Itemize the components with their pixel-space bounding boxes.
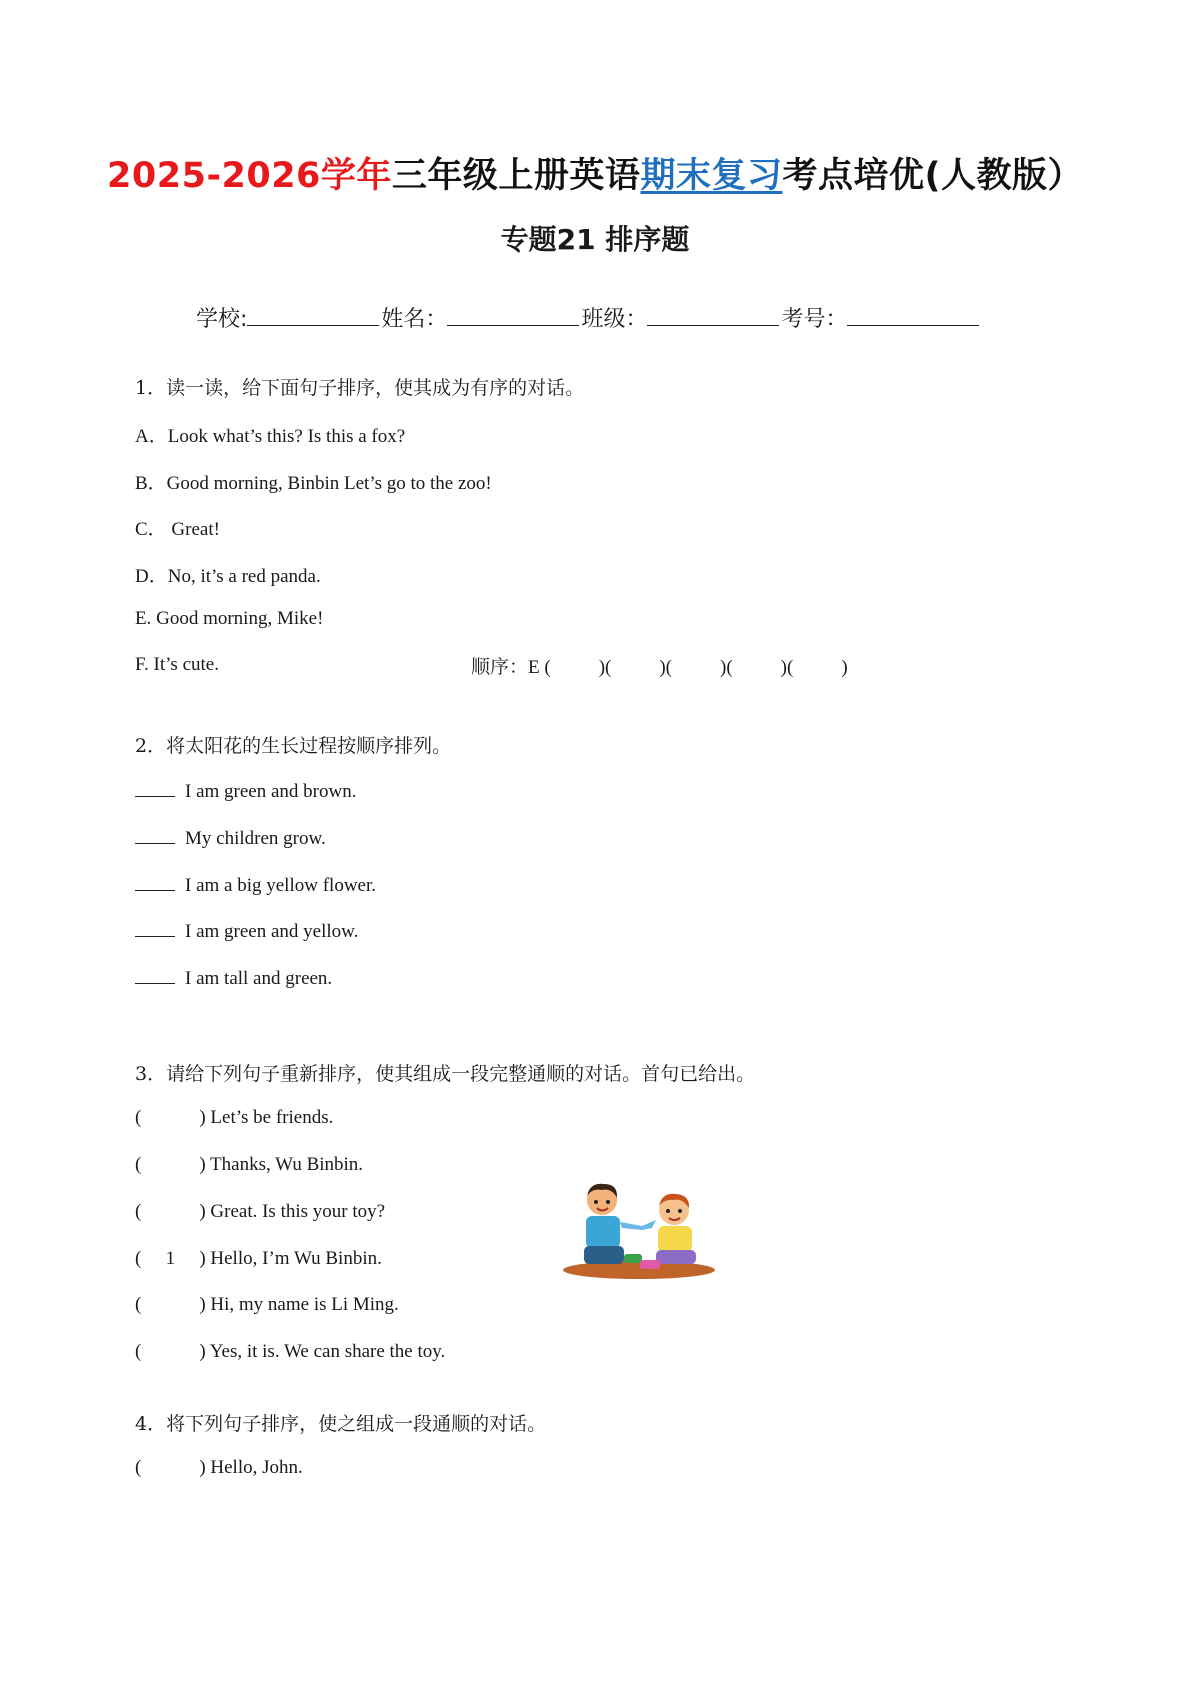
q3-item-text: ) Great. Is this your toy? <box>199 1201 386 1222</box>
boy2-eye <box>666 1209 670 1213</box>
q4-prompt: 4．将下列句子排序，使之组成一段通顺的对话。 <box>135 1413 547 1435</box>
student-info-line <box>196 302 981 333</box>
q2-prompt: 2．将太阳花的生长过程按顺序排列。 <box>135 735 452 757</box>
title-xuenian: 学年 <box>320 156 392 196</box>
class-blank[interactable] <box>647 305 779 326</box>
q2-item-text: My children grow. <box>185 828 326 849</box>
q4-item-text: ) Hello, John. <box>199 1457 303 1478</box>
q2-blank-1[interactable] <box>135 779 175 797</box>
q1-option-d: D．No, it’s a red panda. <box>135 566 321 587</box>
class-label: 班级： <box>581 307 648 332</box>
q3-item-text: ) Let’s be friends. <box>199 1107 334 1128</box>
q2-item <box>135 873 376 897</box>
title-review: 期末复习 <box>640 156 783 196</box>
q1-order-sep-3: )( <box>720 657 733 678</box>
q2-item-text: I am green and brown. <box>185 781 357 802</box>
page-subtitle: 专题21 排序题 <box>500 223 690 256</box>
page-title <box>0 148 1190 198</box>
q4-item: ( ) Hello, John. <box>135 1457 303 1478</box>
q2-item-text: I am tall and green. <box>185 968 333 989</box>
q3-item-text: ) Hello, I’m Wu Binbin. <box>199 1248 382 1269</box>
q2-item <box>135 919 358 943</box>
q2-blank-3[interactable] <box>135 873 175 891</box>
q1-option-b: B．Good morning, Binbin Let’s go to the zoo! <box>135 473 492 494</box>
q3-prompt: 3．请给下列句子重新排序，使其组成一段完整通顺的对话。首句已给出。 <box>135 1063 756 1085</box>
q2-item <box>135 779 356 803</box>
q3-item: ( ) Great. Is this your toy? <box>135 1201 386 1222</box>
q3-item-text: ) Yes, it is. We can share the toy. <box>199 1341 446 1362</box>
q3-item: ( ) Let’s be friends. <box>135 1107 334 1128</box>
q1-option-c: C． Great! <box>135 519 220 540</box>
title-year: 2025-2026 <box>107 156 321 196</box>
q3-item: ( ) Yes, it is. We can share the toy. <box>135 1341 446 1362</box>
q2-blank-2[interactable] <box>135 826 175 844</box>
toy-car-pink <box>640 1260 660 1269</box>
boy1-pants <box>584 1246 624 1264</box>
q1-option-f: F. It’s cute. <box>135 654 219 675</box>
q1-order-sep-2: )( <box>659 657 672 678</box>
q2-blank-5[interactable] <box>135 966 175 984</box>
q1-order-sep-1: )( <box>598 657 612 678</box>
name-label: 姓名： <box>381 307 448 332</box>
q3-slot-4: 1 <box>165 1248 176 1269</box>
boy1-shirt <box>586 1216 620 1248</box>
toy-plane <box>620 1220 656 1230</box>
kids-playing-illustration <box>562 1180 717 1280</box>
school-label: 学校: <box>196 307 248 332</box>
school-blank[interactable] <box>247 305 379 326</box>
boy1-eye <box>606 1200 610 1204</box>
boy2-pants <box>656 1250 696 1264</box>
q2-item-text: I am green and yellow. <box>185 921 359 942</box>
q2-item <box>135 826 326 850</box>
boy1-eye <box>594 1200 598 1204</box>
q1-option-a: A．Look what’s this? Is this a fox? <box>135 426 406 447</box>
title-end: 考点培优(人教版） <box>782 156 1083 196</box>
q1-order-answer <box>471 652 848 679</box>
q3-item-text: ) Hi, my name is Li Ming. <box>199 1294 399 1315</box>
name-blank[interactable] <box>447 305 579 326</box>
exam-no-blank[interactable] <box>847 305 979 326</box>
q1-order-sep-5: ) <box>841 657 848 678</box>
q3-item-text: ) Thanks, Wu Binbin. <box>199 1154 364 1175</box>
boy2-eye <box>678 1209 682 1213</box>
q3-item: ( ) Hi, my name is Li Ming. <box>135 1294 399 1315</box>
toy-car-green <box>624 1254 642 1263</box>
exam-no-label: 考号： <box>781 307 848 332</box>
q1-prompt: 1．读一读，给下面句子排序，使其成为有序的对话。 <box>135 377 585 399</box>
q1-order-sep-4: )( <box>780 657 794 678</box>
q1-option-e: E. Good morning, Mike! <box>135 608 324 629</box>
q3-item: ( 1 ) Hello, I’m Wu Binbin. <box>135 1248 382 1269</box>
boy2-shirt <box>658 1226 692 1252</box>
q3-item: ( ) Thanks, Wu Binbin. <box>135 1154 364 1175</box>
q1-order-label: 顺序：E ( <box>471 657 551 678</box>
q2-item <box>135 966 332 990</box>
q2-blank-4[interactable] <box>135 919 175 937</box>
title-grade: 三年级上册英语 <box>391 156 641 196</box>
q2-item-text: I am a big yellow flower. <box>185 875 377 896</box>
